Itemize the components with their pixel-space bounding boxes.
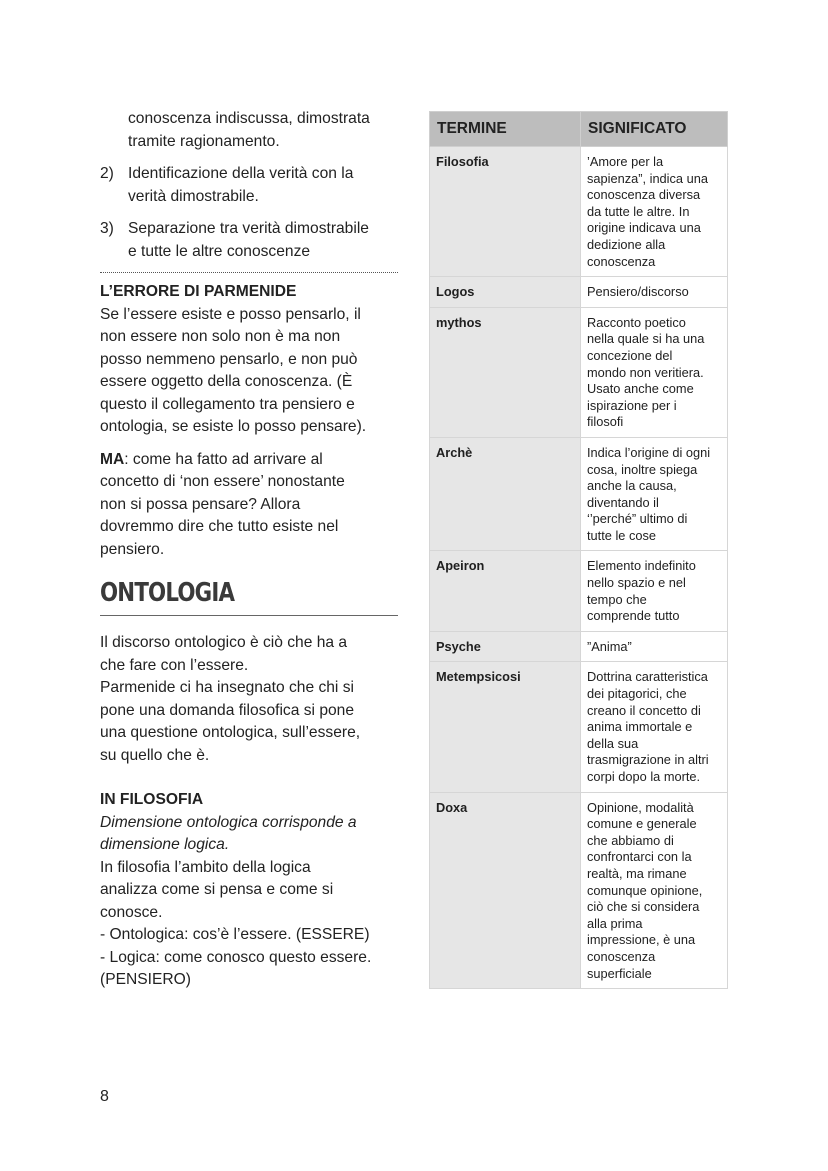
ontologia-paragraph: Il discorso ontologico è ciò che ha a che fare con l’essere. Parmenide ci ha insegnato che chi si pone una domanda filosofica si pone una questione ontologica, sull’essere, su quello che è. <box>100 634 361 764</box>
section-title: ONTOLOGIA <box>100 578 235 608</box>
list-item: 2) Identificazione della verità con la verità dimostrabile. <box>100 165 354 205</box>
filosofia-paragraph: Dimensione ontologica corrisponde a dimensione logica. In filosofia l’ambito della logica analizza come si pensa e come si conosce. - Ontologica: cos’è l’essere. (ESSERE) - Logica: come conosco questo essere. (PENSIERO) <box>100 813 372 988</box>
errore-heading: L’ERRORE DI PARMENIDE <box>100 283 297 300</box>
definition-cell: ”Anima” <box>581 631 728 662</box>
filosofia-heading: IN FILOSOFIA <box>100 791 204 808</box>
table-row <box>430 631 728 662</box>
table-row <box>430 662 728 792</box>
definition-cell: Dottrina caratteristica dei pitagorici, che creano il concetto di anima immortale e della sua trasmigrazione in altri corpi dopo la morte. <box>581 662 728 792</box>
term-cell: Filosofia <box>430 147 581 277</box>
table-header-row <box>430 112 728 147</box>
page-number: 8 <box>100 1088 109 1105</box>
definition-cell: ’Amore per la sapienza”, indica una conoscenza diversa da tutte le altre. In origine indicava una dedizione alla conoscenza <box>581 147 728 277</box>
list-item: 3) Separazione tra verità dimostrabile e tutte le altre conoscenze <box>100 220 369 260</box>
term-cell: Apeiron <box>430 551 581 631</box>
table-row <box>430 277 728 308</box>
ma-paragraph: MA: come ha fatto ad arrivare al concetto di ‘non essere’ nonostante non si possa pensare? Allora dovremmo dire che tutto esiste nel pensiero. <box>100 450 345 558</box>
dotted-divider <box>100 272 398 273</box>
errore-paragraph: Se l’essere esiste e posso pensarlo, il non essere non solo non è ma non posso nemmeno pensarlo, e non può essere oggetto della conoscenza. (È questo il collegamento tra pensiero e ontologia, se esiste lo posso pensare). <box>100 305 367 435</box>
header-significato: SIGNIFICATO <box>581 112 728 147</box>
table-row <box>430 147 728 277</box>
term-cell: Archè <box>430 437 581 551</box>
term-cell: Logos <box>430 277 581 308</box>
term-cell: Psyche <box>430 631 581 662</box>
left-column <box>100 108 398 992</box>
intro-continuation: conoscenza indiscussa, dimostrata tramite ragionamento. <box>128 110 370 150</box>
glossary-table <box>429 111 728 989</box>
table-row <box>430 551 728 631</box>
header-termine: TERMINE <box>430 112 581 147</box>
definition-cell: Pensiero/discorso <box>581 277 728 308</box>
table-row <box>430 307 728 437</box>
table-row <box>430 792 728 989</box>
table-row <box>430 437 728 551</box>
definition-cell: Opinione, modalità comune e generale che abbiamo di confrontarci con la realtà, ma rimane comunque opinione, ciò che si considera alla prima impressione, è una conoscenza superficiale <box>581 792 728 989</box>
term-cell: mythos <box>430 307 581 437</box>
term-cell: Metempsicosi <box>430 662 581 792</box>
definition-cell: Elemento indefinito nello spazio e nel tempo che comprende tutto <box>581 551 728 631</box>
definition-cell: Racconto poetico nella quale si ha una concezione del mondo non veritiera. Usato anche come ispirazione per i filosofi <box>581 307 728 437</box>
title-underline <box>100 615 398 616</box>
definition-cell: Indica l’origine di ogni cosa, inoltre spiega anche la causa, diventando il ‘’perché” ultimo di tutte le cose <box>581 437 728 551</box>
term-cell: Doxa <box>430 792 581 989</box>
